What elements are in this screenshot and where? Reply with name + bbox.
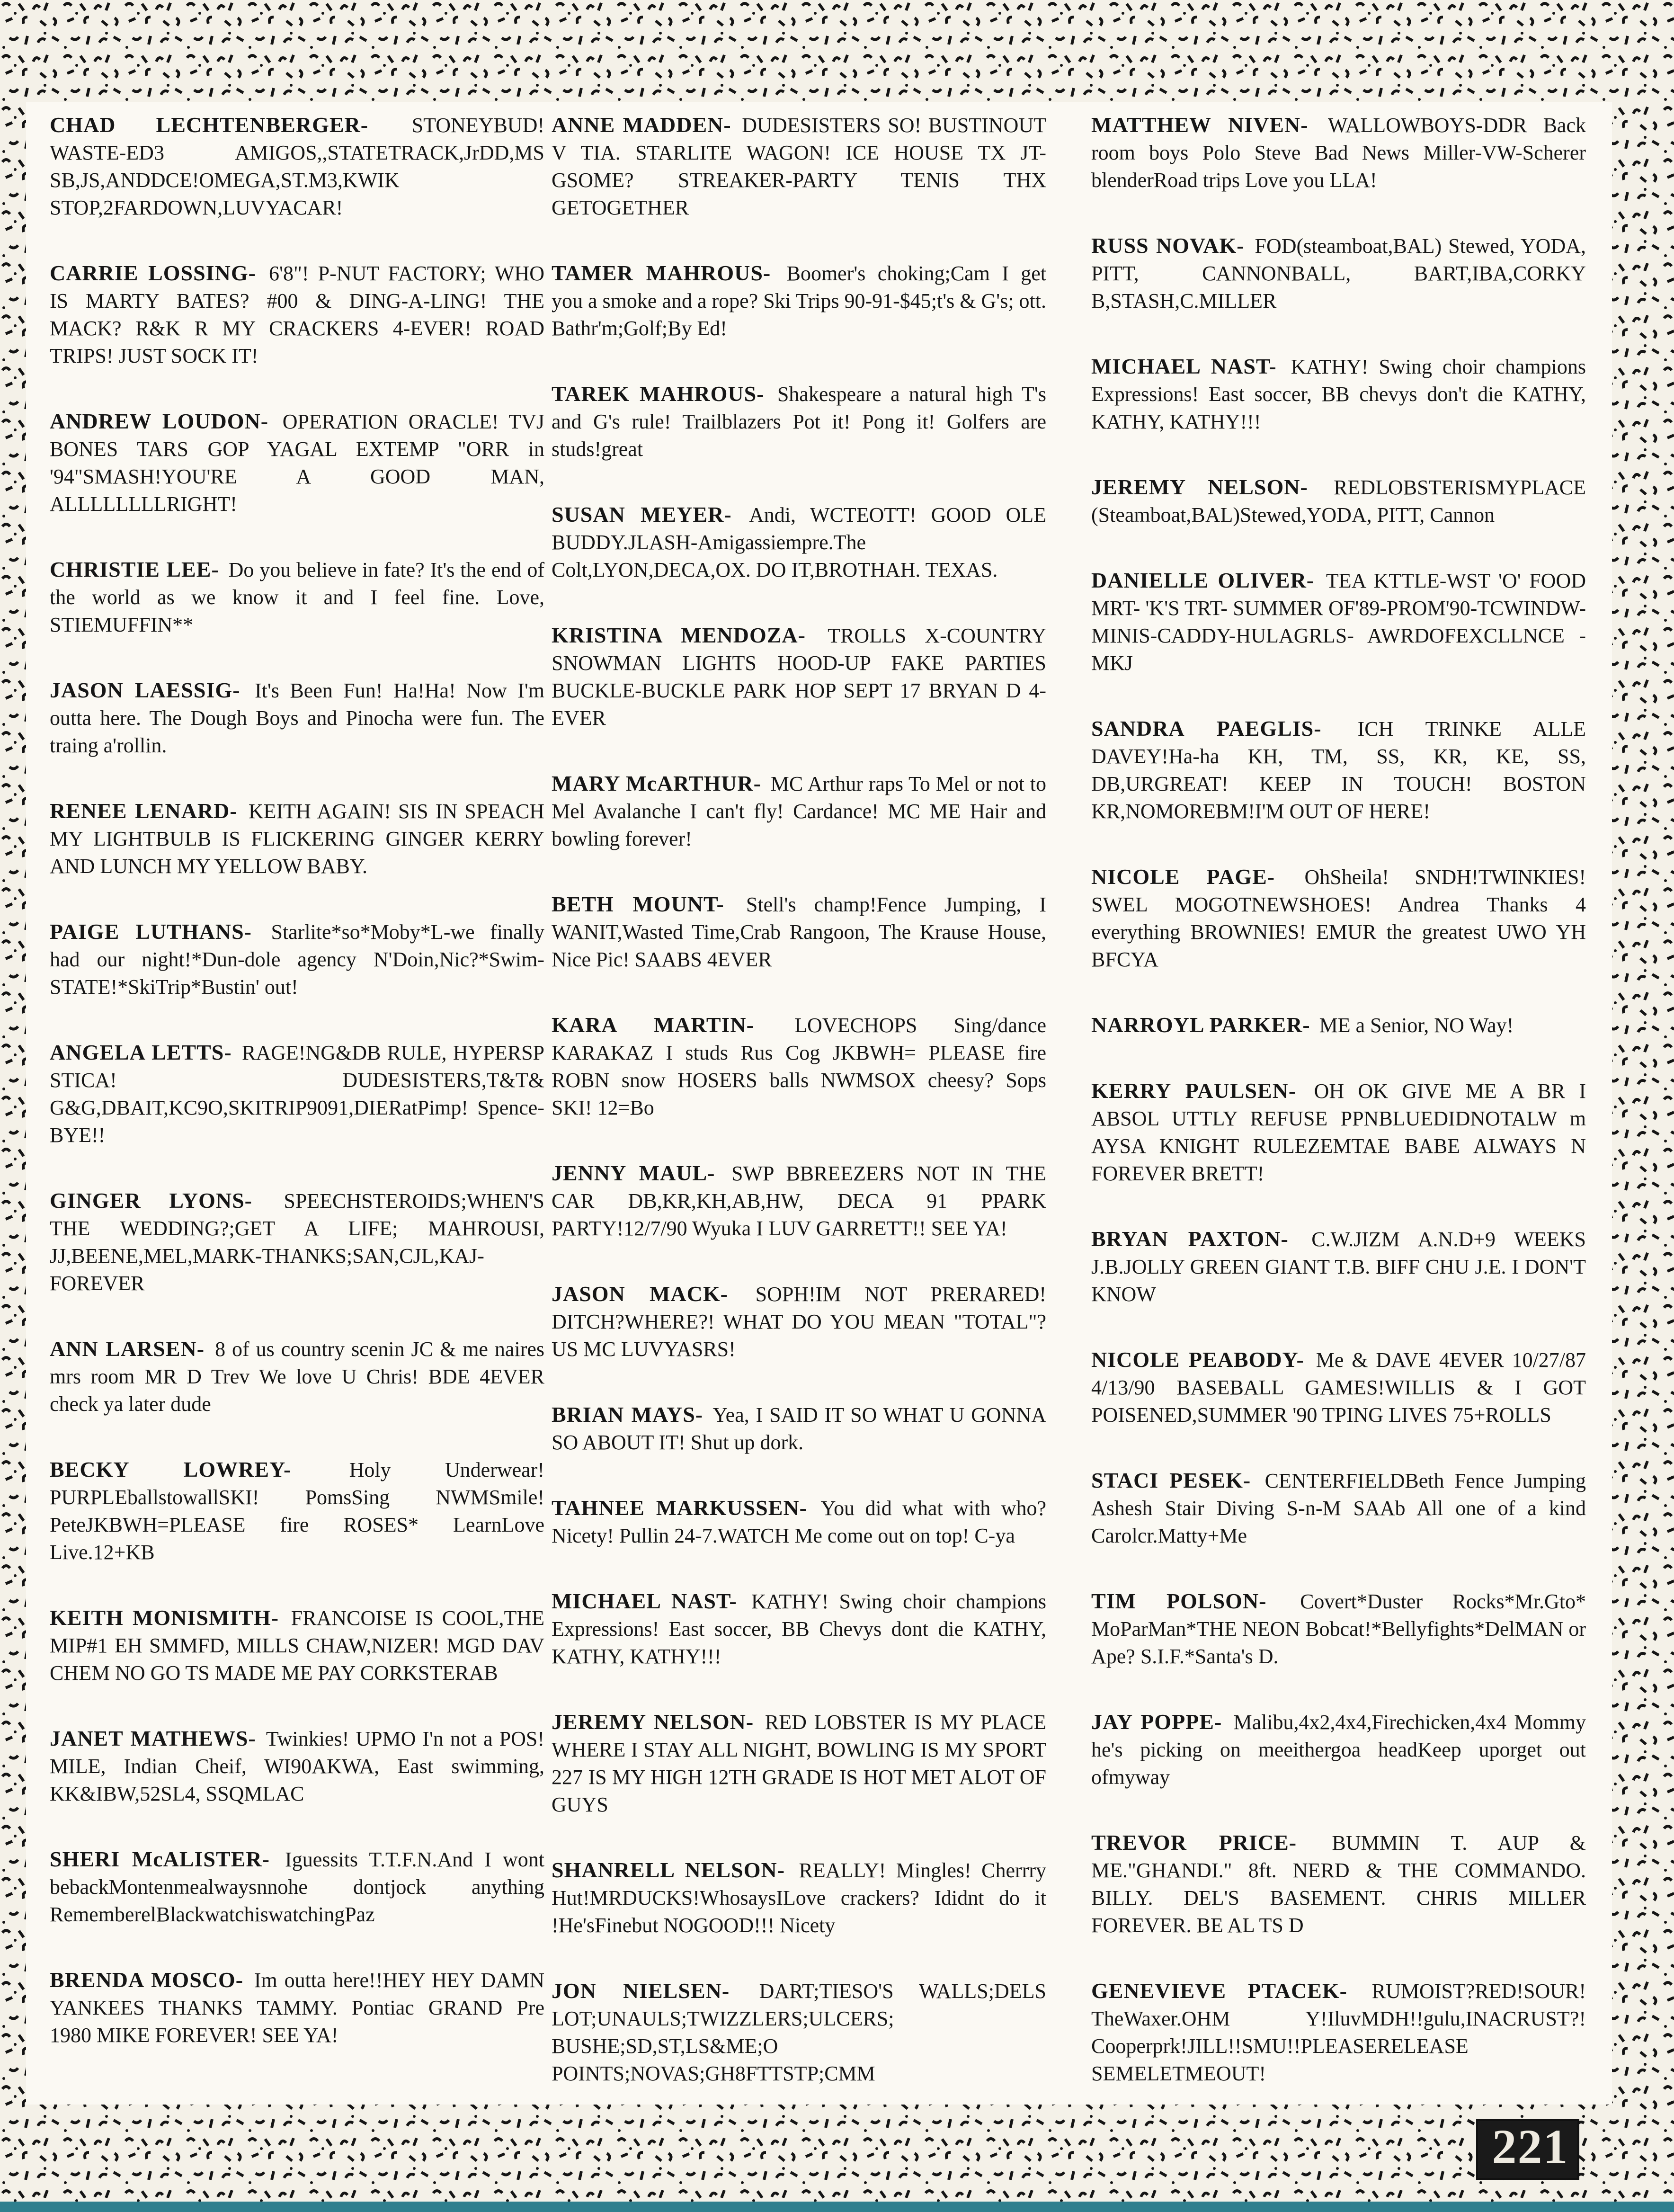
entry-text: KATHY! Swing choir champions Expressions! East soccer, BB Chevys dont die KATHY, KATHY, KATHY!!!: [552, 1590, 1047, 1668]
student-name: CHRISTIE LEE-: [50, 557, 219, 581]
senior-entry: [552, 1280, 1046, 1363]
student-name: ANNE MADDEN-: [552, 113, 731, 137]
senior-entry: [552, 1856, 1046, 1939]
senior-entry: [50, 1604, 544, 1687]
student-name: TAHNEE MARKUSSEN-: [552, 1496, 807, 1520]
senior-entry: [50, 259, 544, 370]
senior-entry: [1091, 1977, 1586, 2087]
student-name: NICOLE PEABODY-: [1091, 1347, 1304, 1372]
senior-entry: [1091, 1829, 1586, 1939]
entry-text: 6'8"! P-NUT FACTORY; WHO IS MARTY BATES? #00 & DING-A-LING! THE MACK? R&K R MY CRACKERS 4-EVER! ROAD TRIPS! JUST SOCK IT!: [50, 262, 544, 367]
entry-text: Me & DAVE 4EVER 10/27/87 4/13/90 BASEBALL GAMES!WILLIS & I GOT POISENED,SUMMER '90 TPING LIVES 75+ROLLS: [1091, 1348, 1586, 1427]
student-name: MATTHEW NIVEN-: [1091, 113, 1309, 137]
student-name: ANDREW LOUDON-: [50, 409, 269, 433]
senior-entry: [552, 1708, 1046, 1819]
senior-entry: [50, 111, 544, 222]
senior-entry: [552, 1011, 1046, 1122]
student-name: KARA MARTIN-: [552, 1013, 754, 1037]
senior-entry: [1091, 715, 1586, 825]
entry-text: Twinkies! UPMO I'n not a POS! MILE, Indian Cheif, WI90AKWA, East swimming, KK&IBW,52SL4, SSQMLAC: [50, 1727, 544, 1805]
student-name: MICHAEL NAST-: [552, 1589, 737, 1613]
entry-text: OH OK GIVE ME A BR I ABSOL UTTLY REFUSE PPNBLUEDIDNOTALW m AYSA KNIGHT RULEZEMTAE BABE ALWAYS N FOREVER BRETT!: [1091, 1079, 1586, 1185]
student-name: JAY POPPE-: [1091, 1710, 1222, 1734]
senior-entry: [552, 891, 1046, 973]
entry-text: Boomer's choking;Cam I get you a smoke and a rope? Ski Trips 90-91-$45;t's & G's; ott. Bathr'm;Golf;By Ed!: [552, 262, 1047, 340]
senior-entry: [1091, 567, 1586, 677]
entry-text: REALLY! Mingles! Cherrry Hut!MRDUCKS!WhosaysILove crackers? Ididnt do it !He'sFinebut NOGOOD!!! Nicety: [552, 1859, 1046, 1937]
senior-entry: [1091, 353, 1586, 436]
entry-text: Malibu,4x2,4x4,Firechicken,4x4 Mommy he's picking on meeithergoa headKeep uporget out ofmyway: [1091, 1711, 1586, 1789]
senior-entry: [1091, 1708, 1586, 1791]
senior-entry: [552, 501, 1046, 584]
yearbook-page: [26, 102, 1612, 2105]
student-name: JENNY MAUL-: [552, 1161, 715, 1185]
entry-text: Stell's champ!Fence Jumping, I WANIT,Wasted Time,Crab Rangoon, The Krause House, Nice Pic! SAABS 4EVER: [552, 893, 1046, 971]
entry-text: WALLOWBOYS-DDR Back room boys Polo Steve Bad News Miller-VW-Scherer blenderRoad trips Love you LLA!: [1091, 114, 1586, 192]
student-name: KRISTINA MENDOZA-: [552, 623, 806, 647]
entry-text: C.W.JIZM A.N.D+9 WEEKS J.B.JOLLY GREEN GIANT T.B. BIFF CHU J.E. I DON'T KNOW: [1091, 1228, 1586, 1306]
senior-entry: [1091, 1346, 1586, 1429]
column-3: [1091, 111, 1586, 2125]
entry-text: Im outta here!!HEY HEY DAMN YANKEES THANKS TAMMY. Pontiac GRAND Pre 1980 MIKE FOREVER! SEE YA!: [50, 1969, 544, 2047]
entry-text: KEITH AGAIN! SIS IN SPEACH MY LIGHTBULB IS FLICKERING GINGER KERRY AND LUNCH MY YELLOW BABY.: [50, 800, 545, 878]
entry-text: 8 of us country scenin JC & me naires mrs room MR D Trev We love U Chris! BDE 4EVER check ya later dude: [50, 1338, 544, 1416]
student-name: BETH MOUNT-: [552, 892, 724, 916]
student-name: GENEVIEVE PTACEK-: [1091, 1979, 1347, 2003]
senior-entry: [552, 622, 1046, 732]
entry-text: CENTERFIELDBeth Fence Jumping Ashesh Stair Diving S-n-M SAAb All one of a kind Carolcr.Matty+Me: [1091, 1469, 1586, 1547]
student-name: NARROYL PARKER-: [1091, 1013, 1310, 1037]
senior-entry: [1091, 863, 1586, 973]
senior-entry: [1091, 232, 1586, 315]
entry-text: KATHY! Swing choir champions Expressions! East soccer, BB chevys don't die KATHY, KATHY, KATHY!!!: [1091, 355, 1586, 433]
entry-text: You did what with who? Nicety! Pullin 24-7.WATCH Me come out on top! C-ya: [552, 1497, 1047, 1547]
student-name: KEITH MONISMITH-: [50, 1605, 279, 1630]
entry-text: Holy Underwear! PURPLEballstowallSKI! PomsSing NWMSmile! PeteJKBWH=PLEASE fire ROSES* LearnLove Live.12+KB: [50, 1458, 544, 1564]
student-name: JEREMY NELSON-: [1091, 475, 1308, 499]
student-name: JEREMY NELSON-: [552, 1710, 754, 1734]
senior-entry: [552, 1588, 1046, 1670]
entry-text: REDLOBSTERISMYPLACE (Steamboat,BAL)Stewed,YODA, PITT, Cannon: [1091, 476, 1586, 526]
entry-text: ME a Senior, NO Way!: [1319, 1014, 1514, 1037]
student-name: MICHAEL NAST-: [1091, 354, 1277, 378]
student-name: MARY McARTHUR-: [552, 771, 761, 795]
senior-entry: [552, 259, 1046, 342]
student-name: BECKY LOWREY-: [50, 1457, 292, 1481]
senior-entry: [552, 380, 1046, 463]
senior-entry: [1091, 473, 1586, 529]
entry-text: SOPH!IM NOT PRERARED! DITCH?WHERE?! WHAT DO YOU MEAN "TOTAL"? US MC LUVYASRS!: [552, 1283, 1046, 1361]
entry-text: TROLLS X-COUNTRY SNOWMAN LIGHTS HOOD-UP FAKE PARTIES BUCKLE-BUCKLE PARK HOP SEPT 17 BRYAN D 4-EVER: [552, 624, 1046, 730]
student-name: TREVOR PRICE-: [1091, 1830, 1297, 1855]
entry-text: Yea, I SAID IT SO WHAT U GONNA SO ABOUT IT! Shut up dork.: [552, 1403, 1046, 1454]
senior-entry: [1091, 1588, 1586, 1670]
senior-entry: [552, 1160, 1046, 1242]
entry-text: BUMMIN T. AUP & ME."GHANDI." 8ft. NERD & THE COMMANDO. BILLY. DEL'S BASEMENT. CHRIS MILLER FOREVER. BE AL TS D: [1091, 1831, 1586, 1937]
senior-entry: [50, 1335, 544, 1418]
senior-entry: [50, 677, 544, 759]
entry-text: FOD(steamboat,BAL) Stewed, YODA, PITT, CANNONBALL, BART,IBA,CORKY B,STASH,C.MILLER: [1091, 234, 1586, 312]
entry-text: Shakespeare a natural high T's and G's rule! Trailblazers Pot it! Pong it! Golfers are studs!great: [552, 383, 1046, 461]
senior-entry: [1091, 1077, 1586, 1187]
student-name: DANIELLE OLIVER-: [1091, 568, 1315, 592]
page-number: 221: [1492, 2120, 1569, 2174]
senior-entry: [1091, 1011, 1586, 1039]
entry-text: RAGE!NG&DB RULE, HYPERSP STICA! DUDESISTERS,T&T& G&G,DBAIT,KC9O,SKITRIP9091,DIERatPimp! Spence-BYE!!: [50, 1041, 545, 1147]
student-name: SHERI McALISTER-: [50, 1847, 270, 1871]
senior-entry: [50, 1039, 544, 1149]
senior-entry: [50, 1187, 544, 1297]
entry-text: STONEYBUD! WASTE-ED3 AMIGOS,,STATETRACK,JrDD,MS SB,JS,ANDDCE!OMEGA,ST.M3,KWIK STOP,2FARDOWN,LUVYACAR!: [50, 114, 544, 219]
senior-entry: [552, 1401, 1046, 1456]
entry-text: OPERATION ORACLE! TVJ BONES TARS GOP YAGAL EXTEMP "ORR in '94"SMASH!YOU'RE A GOOD MAN, ALLLLLLLLRIGHT!: [50, 410, 544, 516]
entry-text: OhSheila! SNDH!TWINKIES! SWEL MOGOTNEWSHOES! Andrea Thanks 4 everything BROWNIES! EMUR the greatest UWO YH BFCYA: [1091, 865, 1586, 971]
student-name: BRENDA MOSCO-: [50, 1968, 244, 1992]
entry-text: LOVECHOPS Sing/dance KARAKAZ I studs Rus Cog JKBWH= PLEASE fire ROBN snow HOSERS balls NWMSOX cheesy? Sops SKI! 12=Bo: [552, 1014, 1047, 1119]
senior-entry: [50, 1456, 544, 1566]
senior-entry: [552, 770, 1046, 853]
entry-text: RED LOBSTER IS MY PLACE WHERE I STAY ALL NIGHT, BOWLING IS MY SPORT 227 IS MY HIGH 12TH GRADE IS HOT MET ALOT OF GUYS: [552, 1711, 1047, 1816]
senior-entry: [552, 1977, 1046, 2087]
student-name: CHAD LECHTENBERGER-: [50, 113, 369, 137]
entry-text: Starlite*so*Moby*L-we finally had our night!*Dun-dole agency N'Doin,Nic?*Swim-STATE!*SkiTrip*Bustin' out!: [50, 920, 544, 999]
student-name: NICOLE PAGE-: [1091, 865, 1275, 889]
senior-entry: [50, 1846, 544, 1928]
entry-text: RUMOIST?RED!SOUR! TheWaxer.OHM Y!IluvMDH!!gulu,INACRUST?! Cooperprk!JILL!!SMU!!PLEASERELEASE SEMELETMEOUT!: [1091, 1980, 1586, 2085]
entry-text: Covert*Duster Rocks*Mr.Gto* MoParMan*THE NEON Bobcat!*Bellyfights*DelMAN or Ape? S.I.F.*Santa's D.: [1091, 1590, 1586, 1668]
student-name: JASON LAESSIG-: [50, 678, 240, 702]
entry-text: DART;TIESO'S WALLS;DELS LOT;UNAULS;TWIZZLERS;ULCERS; BUSHE;SD,ST,LS&ME;O POINTS;NOVAS;GH8FTTSTP;CMM: [552, 1980, 1047, 2085]
senior-entry: [552, 1494, 1046, 1550]
student-name: GINGER LYONS-: [50, 1188, 252, 1213]
student-name: BRIAN MAYS-: [552, 1402, 703, 1427]
student-name: RENEE LENARD-: [50, 799, 238, 823]
entry-text: MC Arthur raps To Mel or not to Mel Avalanche I can't fly! Cardance! MC ME Hair and bowling forever!: [552, 772, 1047, 850]
bottom-color-strip: [0, 2202, 1674, 2212]
senior-entry: [50, 408, 544, 518]
senior-entry: [50, 1725, 544, 1808]
student-name: SHANRELL NELSON-: [552, 1858, 785, 1882]
senior-entry: [50, 1966, 544, 2049]
student-name: CARRIE LOSSING-: [50, 261, 256, 285]
entry-text: DUDESISTERS SO! BUSTINOUT V TIA. STARLITE WAGON! ICE HOUSE TX JT-GSOME? STREAKER-PARTY TENIS THX GETOGETHER: [552, 114, 1047, 219]
student-name: SUSAN MEYER-: [552, 502, 732, 526]
entry-text: TEA KTTLE-WST 'O' FOOD MRT- 'K'S TRT- SUMMER OF'89-PROM'90-TCWINDW-MINIS-CADDY-HULAGRLS- AWRDOFEXCLLNCE -MKJ: [1091, 569, 1586, 675]
student-name: ANN LARSEN-: [50, 1337, 205, 1361]
senior-entry: [1091, 1225, 1586, 1308]
senior-entry: [1091, 111, 1586, 194]
student-name: KERRY PAULSEN-: [1091, 1079, 1297, 1103]
senior-entry: [50, 797, 544, 880]
entry-text: It's Been Fun! Ha!Ha! Now I'm outta here. The Dough Boys and Pinocha were fun. The traing a'rollin.: [50, 679, 544, 757]
student-name: SANDRA PAEGLIS-: [1091, 716, 1322, 740]
student-name: RUSS NOVAK-: [1091, 233, 1245, 258]
entry-text: Andi, WCTEOTT! GOOD OLE BUDDY.JLASH-Amigassiempre.The Colt,LYON,DECA,OX. DO IT,BROTHAH. TEXAS.: [552, 503, 1046, 581]
student-name: JANET MATHEWS-: [50, 1726, 256, 1750]
student-name: JASON MACK-: [552, 1282, 728, 1306]
student-name: ANGELA LETTS-: [50, 1040, 232, 1064]
column-1: [50, 111, 544, 2087]
senior-entry: [50, 918, 544, 1001]
student-name: TAREK MAHROUS-: [552, 382, 765, 406]
entry-text: FRANCOISE IS COOL,THE MIP#1 EH SMMFD, MILLS CHAW,NIZER! MGD DAV CHEM NO GO TS MADE ME PAY CORKSTERAB: [50, 1606, 544, 1685]
student-name: JON NIELSEN-: [552, 1979, 730, 2003]
student-name: PAIGE LUTHANS-: [50, 919, 252, 944]
student-name: TIM POLSON-: [1091, 1589, 1267, 1613]
entry-text: SPEECHSTEROIDS;WHEN'S THE WEDDING?;GET A LIFE; MAHROUSI, JJ,BEENE,MEL,MARK-THANKS;SAN,CJL,KAJ-FOREVER: [50, 1189, 544, 1295]
column-2: [552, 111, 1046, 2125]
senior-entry: [50, 556, 544, 639]
senior-entry: [1091, 1467, 1586, 1550]
entry-text: ICH TRINKE ALLE DAVEY!Ha-ha KH, TM, SS, KR, KE, SS, DB,URGREAT! KEEP IN TOUCH! BOSTON KR,NOMOREBM!I'M OUT OF HERE!: [1091, 717, 1586, 823]
entry-text: Iguessits T.T.F.N.And I wont bebackMontenmealwaysnnohe dontjock anything RememberelBlackwatchiswatchingPaz: [50, 1848, 544, 1926]
entry-text: Do you believe in fate? It's the end of the world as we know it and I feel fine. Love, STIEMUFFIN**: [50, 558, 544, 636]
senior-entry: [552, 111, 1046, 222]
entry-text: SWP BBREEZERS NOT IN THE CAR DB,KR,KH,AB,HW, DECA 91 PPARK PARTY!12/7/90 Wyuka I LUV GARRETT!! SEE YA!: [552, 1162, 1046, 1240]
student-name: TAMER MAHROUS-: [552, 261, 771, 285]
student-name: BRYAN PAXTON-: [1091, 1227, 1289, 1251]
student-name: STACI PESEK-: [1091, 1468, 1251, 1492]
